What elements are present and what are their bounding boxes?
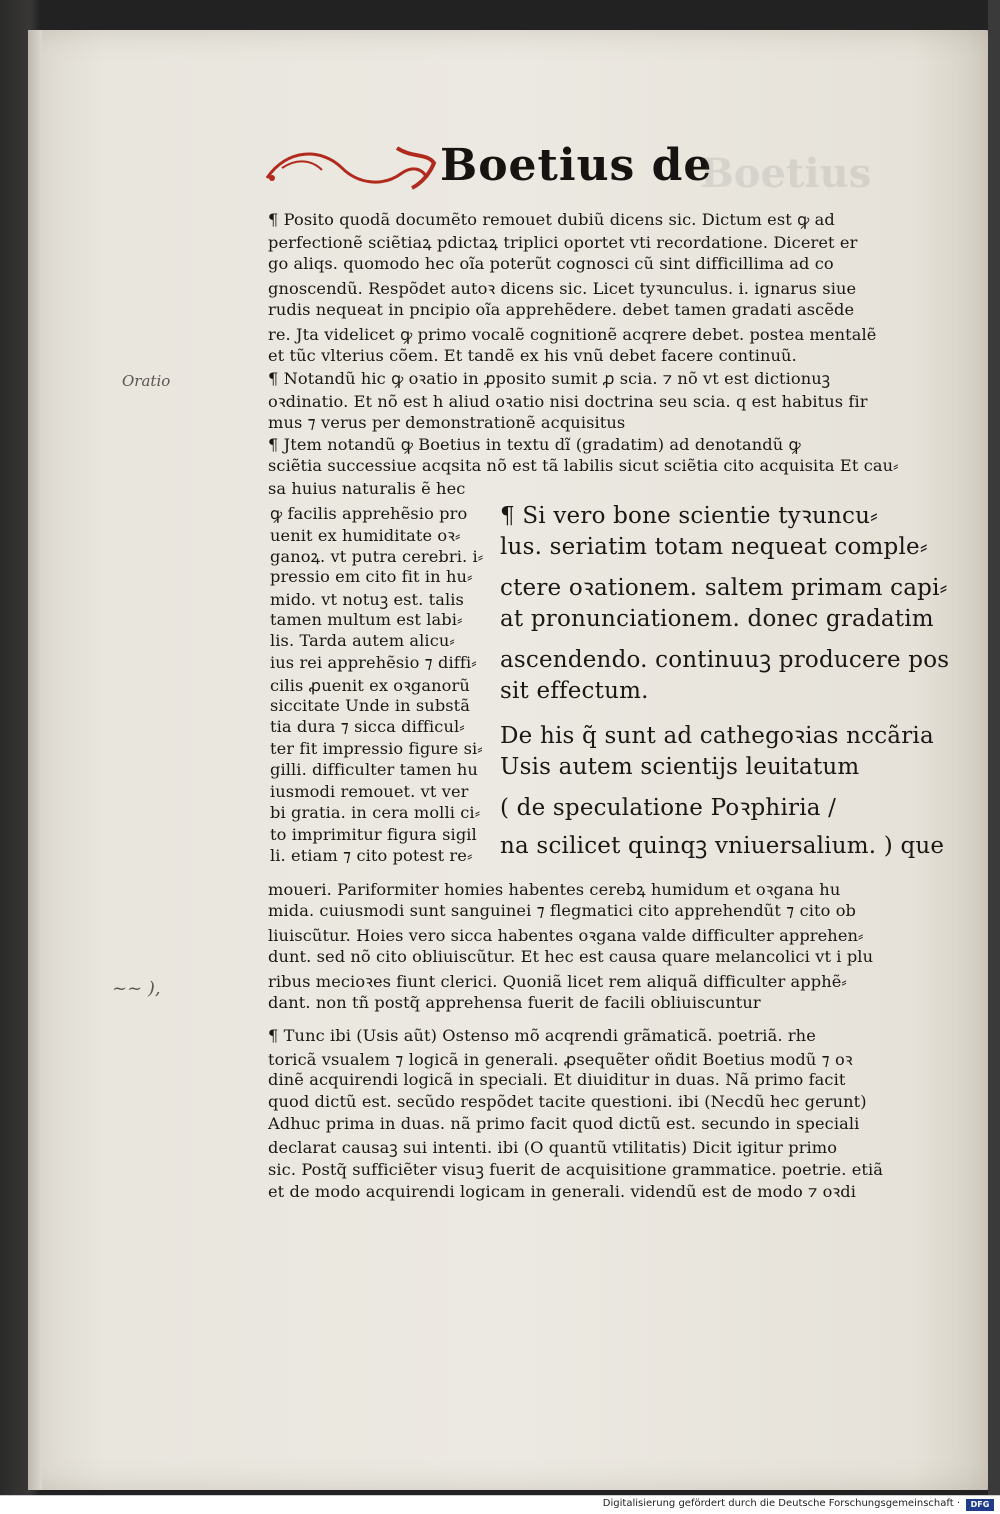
text-line: na scilicet quinqꝫ vniuersalium. ) que (500, 833, 945, 859)
text-line: tamen multum est labi⸗ (270, 609, 463, 629)
text-line: at pronunciationem. donec gradatim (500, 606, 934, 632)
text-line: ꝙ facilis apprehẽsio pro (270, 504, 468, 523)
text-line: ribus mecioꝛes fiunt clerici. Quoniã licet rem aliquã difficulter apphẽ⸗ (268, 972, 847, 991)
text-line: sic. Postq̃ sufficiẽter visuꝫ fuerit de acquisitione grammatice. poetrie. etiã (268, 1160, 884, 1179)
text-line: ¶ Jtem notandũ ꝙ Boetius in textu dĩ (gradatim) ad denotandũ ꝙ (268, 435, 801, 454)
page-title: Boetius de (440, 140, 713, 191)
text-line: ¶ Si vero bone scientie tyꝛuncu⸗ (500, 503, 878, 529)
text-line: ¶ Posito quodã documẽto remouet dubiũ dicens sic. Dictum est ꝙ ad (268, 210, 835, 229)
text-line: mido. vt notuꝫ est. talis (270, 590, 464, 609)
footer-bar (0, 1495, 1000, 1514)
text-line: uenit ex humiditate oꝛ⸗ (270, 525, 461, 545)
text-line: lus. seriatim totam nequeat comple⸗ (500, 534, 928, 560)
text-line: pressio em cito fit in hu⸗ (270, 566, 473, 586)
text-line: perfectionẽ sciẽtiaꝝ pdictaꝝ triplici oportet vti recordatione. Diceret er (268, 233, 858, 252)
text-line: liuiscũtur. Hoies vero sicca habentes oꝛgana valde difficulter apprehen⸗ (268, 926, 864, 945)
text-line: go aliqs. quomodo hec oĩa poterũt cognosci cũ sint difficillima ad co (268, 254, 834, 273)
text-line: iusmodi remouet. vt ver (270, 781, 469, 801)
text-line: mida. cuiusmodi sunt sanguinei ⁊ flegmatici cito apprehendũt ⁊ cito ob (268, 901, 857, 920)
text-line: dant. non tñ postq̃ apprehensa fuerit de facili obliuiscuntur (268, 993, 761, 1012)
text-line: dinẽ acquirendi logicã in speciali. Et diuiditur in duas. Nã primo facit (268, 1070, 846, 1089)
text-line: ter fit impressio figure si⸗ (270, 738, 483, 758)
text-line: gnoscendũ. Respõdet autoꝛ dicens sic. Licet tyꝛunculus. i. ignarus siue (268, 279, 857, 298)
text-line: tia dura ⁊ sicca difficul⸗ (270, 717, 465, 736)
text-line: declarat causaꝫ sui intenti. ibi (O quantũ vtilitatis) Dicit igitur primo (268, 1138, 838, 1157)
funding-notice: Digitalisierung gefördert durch die Deutsche Forschungsgemeinschaft · (602, 1498, 960, 1509)
text-line: ¶ Notandũ hic ꝙ oꝛatio in ꝓposito sumit ꝓ scia. ⁊ nõ vt est dictionuꝫ (268, 369, 831, 388)
text-line: lis. Tarda autem alicu⸗ (270, 631, 455, 650)
text-line: ius rei apprehẽsio ⁊ diffi⸗ (270, 652, 477, 672)
scanner-edge (988, 0, 1000, 1496)
text-line: Adhuc prima in duas. nã primo facit quod dictũ est. secundo in speciali (268, 1114, 860, 1133)
text-line: moueri. Pariformiter homies habentes cerebꝝ humidum et oꝛgana hu (268, 880, 841, 899)
text-line: ascendendo. continuuꝫ producere pos (500, 647, 950, 673)
marginal-note: Oratio (122, 372, 171, 390)
text-line: sit effectum. (500, 678, 649, 704)
text-line: et tũc vlterius cõem. Et tandẽ ex his vnũ debet facere continuũ. (268, 346, 797, 365)
text-line: mus ⁊ verus per demonstrationẽ acquisitus (268, 413, 626, 432)
text-line: quod dictũ est. secũdo respõdet tacite questioni. ibi (Necdũ hec gerunt) (268, 1092, 867, 1111)
text-line: re. Jta videlicet ꝙ primo vocalẽ cognitionẽ acqrere debet. postea mentalẽ (268, 325, 877, 344)
text-line: et de modo acquirendi logicam in generali. videndũ est de modo ⁊ oꝛdi (268, 1182, 857, 1201)
text-line: dunt. sed nõ cito obliuiscũtur. Et hec est causa quare melancolici vt i plu (268, 947, 874, 966)
text-line: rudis nequeat in pncipio oĩa apprehẽdere. debet tamen gradati ascẽde (268, 300, 855, 319)
text-line: toricã vsualem ⁊ logicã in generali. ꝓsequẽter oñdit Boetius modũ ⁊ oꝛ (268, 1050, 853, 1069)
text-line: ¶ Tunc ibi (Usis aũt) Ostenso mõ acqrendi grãmaticã. poetriã. rhe (268, 1026, 816, 1045)
text-line: bi gratia. in cera molli ci⸗ (270, 803, 481, 822)
dfg-logo[interactable]: DFG (966, 1499, 994, 1511)
text-line: gilli. difficulter tamen hu (270, 760, 478, 779)
text-line: Usis autem scientijs leuitatum (500, 754, 860, 780)
text-line: siccitate Unde in substã (270, 695, 471, 715)
text-line: oꝛdinatio. Et nõ est h aliud oꝛatio nisi doctrina seu scia. q est habitus fir (268, 392, 868, 411)
page-edge (28, 30, 42, 1490)
text-line: ctere oꝛationem. saltem primam capi⸗ (500, 575, 948, 601)
section-heading: De his q̃ sunt ad cathegoꝛias nccãria (500, 723, 934, 749)
text-line: ganoꝝ. vt putra cerebri. i⸗ (270, 547, 484, 566)
text-line: li. etiam ⁊ cito potest re⸗ (270, 846, 473, 865)
text-line: to imprimitur figura sigil (270, 824, 477, 844)
red-flourish-icon (262, 138, 442, 198)
text-line: ( de speculatione Poꝛphiria / (500, 795, 837, 821)
bleed-through-text: Boetius (700, 150, 872, 197)
text-line: sa huius naturalis ẽ hec (268, 479, 466, 498)
text-line: sciẽtia successiue acqsita nõ est tã labilis sicut sciẽtia cito acquisita Et cau⸗ (268, 456, 899, 475)
text-line: cilis ꝓuenit ex oꝛganorũ (270, 676, 470, 695)
marginal-mark: ~~ ), (112, 978, 161, 999)
